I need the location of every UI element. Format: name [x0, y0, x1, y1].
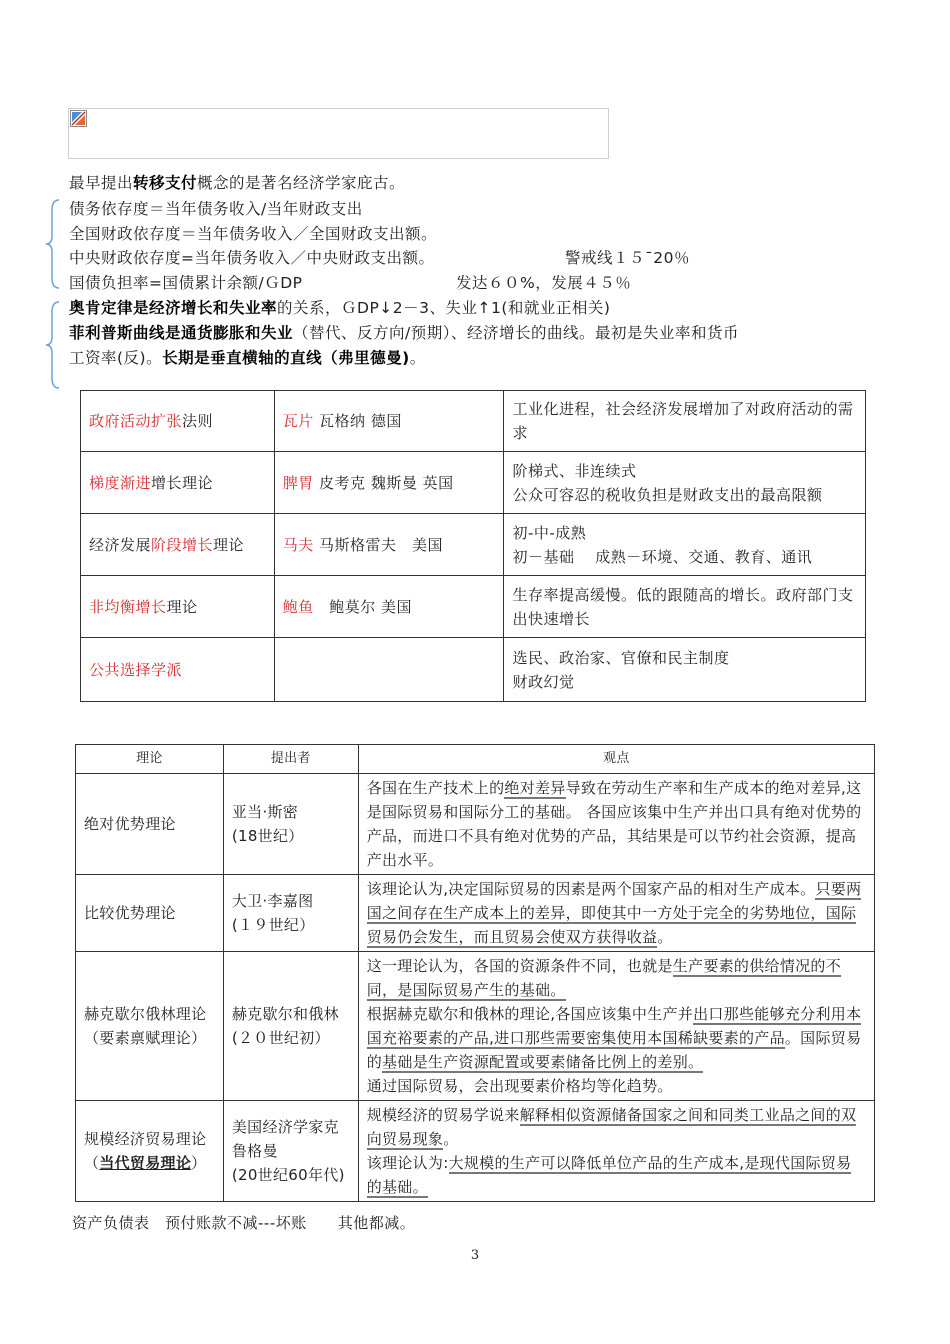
theory-name: 比较优势理论	[76, 875, 224, 952]
text-line-2: 债务依存度＝当年债务收入/当年财政支出	[69, 200, 363, 218]
proposer: 大卫·李嘉图 (１９世纪）	[223, 875, 358, 952]
viewpoint: 规模经济的贸易学说来解释相似资源储备国家之间和同类工业品之间的双向贸易现象。 该理论认为:大规模的生产可以降低单位产品的生产成本,是现代国际贸易的基础。	[358, 1101, 874, 1202]
text-line-7: 菲利普斯曲线是通货膨胀和失业（替代、反方向/预期）、经济增长的曲线。最初是失业率和货币	[69, 324, 739, 342]
table-row	[81, 514, 866, 576]
proposer	[274, 638, 504, 702]
theory-name: 政府活动扩张法则	[81, 391, 275, 452]
proposer: 亚当·斯密 (18世纪）	[223, 774, 358, 875]
theory-name: 绝对优势理论	[76, 774, 224, 875]
proposer: 赫克歇尔和俄林 (２０世纪初）	[223, 952, 358, 1101]
left-brace-1	[44, 198, 64, 290]
description: 选民、政治家、官僚和民主制度 财政幻觉	[504, 638, 866, 702]
table-row	[81, 391, 866, 452]
description: 阶梯式、非连续式 公众可容忍的税收负担是财政支出的最高限额	[504, 452, 866, 514]
theory-name: 梯度渐进增长理论	[81, 452, 275, 514]
text-line-6: 奥肯定律是经济增长和失业率的关系，ＧDP↓2－3、失业↑1(和就业正相关)	[69, 299, 611, 317]
proposer: 瓦片 瓦格纳 德国	[274, 391, 504, 452]
proposer: 美国经济学家克鲁格曼 (20世纪60年代)	[223, 1101, 358, 1202]
column-header: 理论	[76, 745, 224, 774]
theory-name: 赫克歇尔俄林理论（要素禀赋理论）	[76, 952, 224, 1101]
description: 生存率提高缓慢。低的跟随高的增长。政府部门支出快速增长	[504, 576, 866, 638]
text-line-8: 工资率(反)。长期是垂直横轴的直线（弗里德曼)。	[69, 349, 426, 367]
left-brace-2	[44, 300, 64, 390]
broken-image-icon	[70, 110, 87, 127]
table-row	[81, 452, 866, 514]
column-header: 观点	[358, 745, 874, 774]
proposer: 鲍鱼 鲍莫尔 美国	[274, 576, 504, 638]
text-line-1: 最早提出转移支付概念的是著名经济学家庇古。	[69, 174, 406, 192]
viewpoint: 各国在生产技术上的绝对差异导致在劳动生产率和生产成本的绝对差异,这是国际贸易和国际分工的基础。 各国应该集中生产并出口具有绝对优势的产品，而进口不具有绝对优势的产品，其结果是可以节约社会资源，提高产出水平。	[358, 774, 874, 875]
description: 工业化进程，社会经济发展增加了对政府活动的需求	[504, 391, 866, 452]
table-row	[76, 774, 875, 875]
theory-name: 规模经济贸易理论（当代贸易理论）	[76, 1101, 224, 1202]
footer-note: 资产负债表 预付账款不减---坏账 其他都减。	[72, 1214, 416, 1232]
page-number: 3	[470, 1248, 480, 1263]
table-header-row	[76, 745, 875, 774]
theory-name: 非均衡增长理论	[81, 576, 275, 638]
table-row	[76, 875, 875, 952]
fiscal-theory-table	[80, 390, 866, 702]
text-line-4-right: 警戒线１５¯20％	[565, 249, 690, 267]
table-row	[76, 1101, 875, 1202]
theory-name: 经济发展阶段增长理论	[81, 514, 275, 576]
description: 初-中-成熟 初－基础 成熟－环境、交通、教育、通讯	[504, 514, 866, 576]
text-line-3: 全国财政依存度＝当年债务收入／全国财政支出额。	[69, 225, 438, 243]
column-header: 提出者	[223, 745, 358, 774]
proposer: 马夫 马斯格雷夫 美国	[274, 514, 504, 576]
viewpoint: 这一理论认为，各国的资源条件不同，也就是生产要素的供给情况的不同，是国际贸易产生的基础。 根据赫克歇尔和俄林的理论,各国应该集中生产并出口那些能够充分利用本国充裕要素的产品,进口那些需要密集使用本国稀缺要素的产品。国际贸易的基础是生产资源配置或要素储备比例上的差别。 通过国际贸易，会出现要素价格均等化趋势。	[358, 952, 874, 1101]
table-row	[76, 952, 875, 1101]
text-line-5-right: 发达６０%，发展４５％	[456, 274, 632, 292]
proposer: 脾胃 皮考克 魏斯曼 英国	[274, 452, 504, 514]
viewpoint: 该理论认为,决定国际贸易的因素是两个国家产品的相对生产成本。只要两国之间存在生产成本上的差异，即使其中一方处于完全的劣势地位，国际贸易仍会发生，而且贸易会使双方获得收益。	[358, 875, 874, 952]
table-row	[81, 576, 866, 638]
theory-name: 公共选择学派	[81, 638, 275, 702]
trade-theory-table	[75, 744, 875, 1202]
table-row	[81, 638, 866, 702]
text-line-5: 国债负担率=国债累计余额/ＧDP	[69, 274, 303, 292]
embedded-image-frame	[68, 108, 609, 159]
text-line-4: 中央财政依存度=当年债务收入／中央财政支出额。	[69, 249, 435, 267]
